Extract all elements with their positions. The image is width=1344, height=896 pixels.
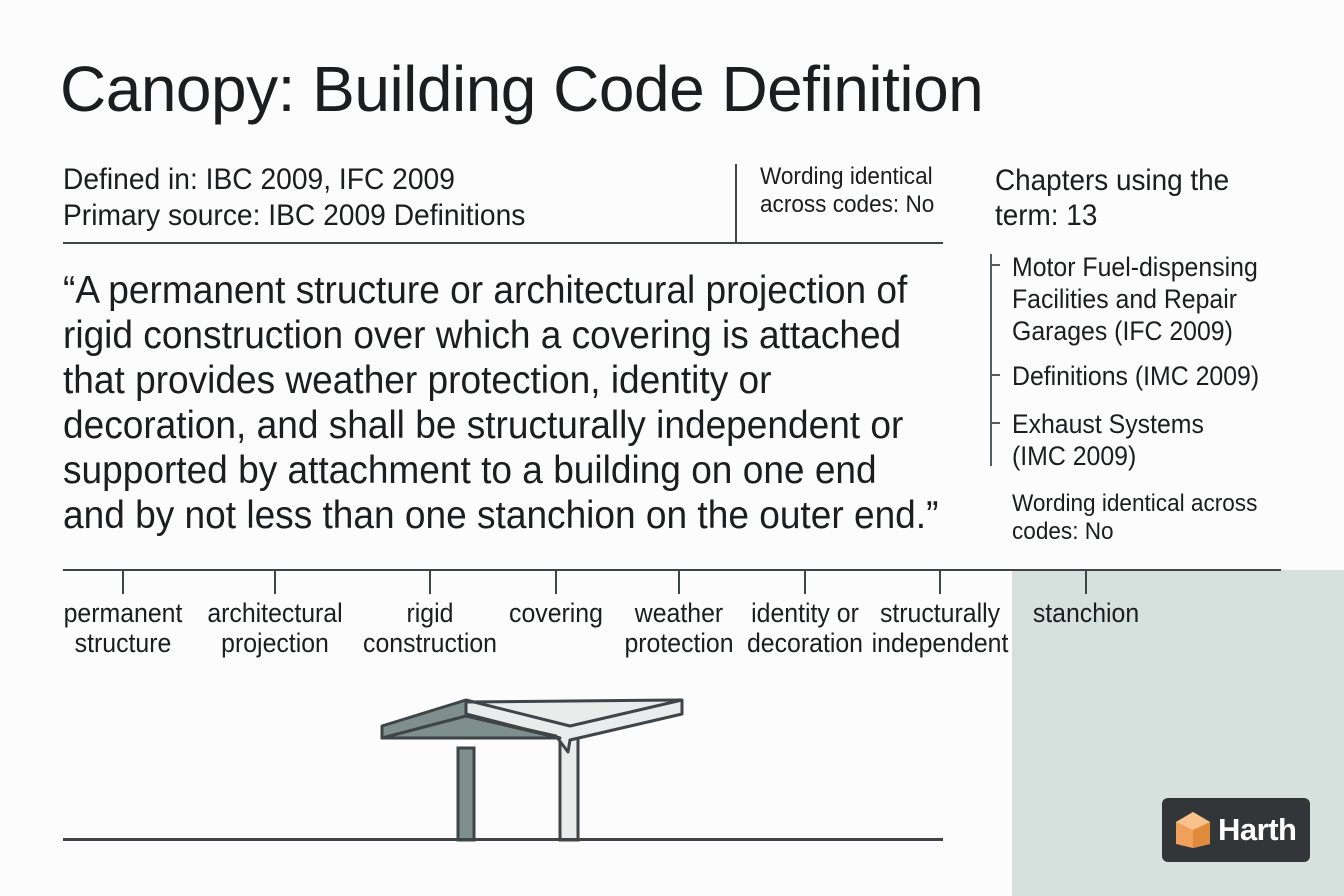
header-divider	[63, 242, 943, 244]
term-label	[1033, 598, 1139, 628]
chapter-tick	[990, 374, 1000, 376]
canopy-illustration	[370, 690, 700, 845]
term-tick	[274, 570, 276, 594]
term-label-line: weather	[634, 598, 724, 628]
chapter-item-line: Definitions (IMC 2009)	[1012, 361, 1260, 391]
term-label-line: stanchion	[1032, 598, 1140, 628]
wording-note-line: Wording identical	[760, 163, 933, 190]
definition-quote	[63, 268, 939, 538]
chapter-item[interactable]	[1012, 251, 1258, 347]
term-label-line: projection	[221, 628, 329, 658]
term-label	[747, 598, 863, 658]
quote-line: “A permanent structure or architectural projection of	[63, 269, 908, 312]
chapter-item-line: Facilities and Repair	[1012, 284, 1238, 314]
term-tick	[939, 570, 941, 594]
vertical-divider	[735, 164, 737, 243]
term-label-line: independent	[871, 628, 1009, 658]
term-label-line: identity or	[751, 598, 859, 628]
term-tick	[1085, 570, 1087, 594]
quote-line: decoration, and shall be structurally independent or	[63, 404, 904, 447]
term-label-line: protection	[624, 628, 734, 658]
terms-axis-line	[63, 569, 1281, 571]
term-label-line: structurally	[879, 598, 1001, 628]
definition-meta	[63, 162, 525, 234]
quote-line: that provides weather protection, identity or	[63, 359, 772, 402]
term-label	[207, 598, 342, 658]
term-tick	[804, 570, 806, 594]
page-title: Canopy: Building Code Definition	[60, 53, 984, 125]
quote-line: and by not less than one stanchion on the outer end.”	[63, 494, 939, 537]
sidebar-wording-line: codes: No	[1012, 518, 1114, 545]
chapter-item-line: (IMC 2009)	[1012, 441, 1137, 471]
logo-text: Harth	[1218, 812, 1297, 847]
quote-line: rigid construction over which a covering is attached	[63, 314, 902, 357]
term-label	[624, 598, 733, 658]
term-label	[509, 598, 603, 628]
chapter-item-line: Motor Fuel-dispensing	[1012, 252, 1258, 282]
term-label	[64, 598, 183, 658]
term-label	[872, 598, 1009, 658]
chapters-heading-line: term: 13	[995, 199, 1098, 232]
quote-line: supported by attachment to a building on one end	[63, 449, 877, 492]
sidebar-wording-note	[1012, 490, 1257, 546]
chapter-tick	[990, 264, 1000, 266]
chapters-count-heading	[995, 163, 1229, 233]
term-tick	[122, 570, 124, 594]
chapter-item-line: Garages (IFC 2009)	[1012, 316, 1233, 346]
sidebar-wording-line: Wording identical across	[1012, 490, 1258, 517]
term-tick	[678, 570, 680, 594]
term-tick	[429, 570, 431, 594]
term-label-line: rigid	[406, 598, 454, 628]
term-label	[363, 598, 497, 658]
chapters-list-rule	[990, 254, 992, 466]
chapters-heading-line: Chapters using the	[995, 164, 1230, 197]
term-label-line: structure	[74, 628, 172, 658]
term-label-line: covering	[509, 598, 603, 628]
chapter-item[interactable]	[1012, 360, 1259, 392]
primary-source-text: Primary source: IBC 2009 Definitions	[63, 199, 526, 232]
term-tick	[555, 570, 557, 594]
term-label-line: decoration	[746, 628, 864, 658]
defined-in-text: Defined in: IBC 2009, IFC 2009	[63, 163, 455, 196]
ground-line	[63, 838, 943, 841]
harth-logo	[1162, 798, 1310, 862]
house-cube-icon	[1174, 810, 1212, 850]
term-label-line: architectural	[207, 598, 343, 628]
wording-note-line: across codes: No	[760, 191, 935, 218]
wording-note	[760, 163, 934, 219]
term-label-line: construction	[363, 628, 497, 658]
term-label-line: permanent	[63, 598, 183, 628]
chapter-tick	[990, 422, 1000, 424]
chapter-item-line: Exhaust Systems	[1012, 409, 1204, 439]
chapter-item[interactable]	[1012, 408, 1204, 472]
